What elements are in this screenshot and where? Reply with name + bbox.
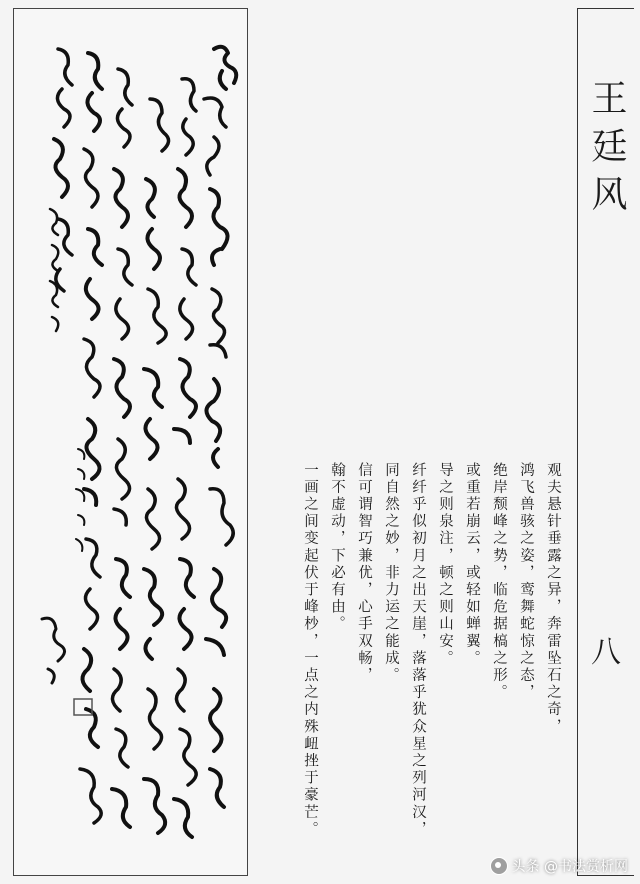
transcription-column: 观夫悬针垂露之异，奔雷坠石之奇， [545, 462, 561, 736]
transcription-column: 同自然之妙，非力运之能成。 [383, 462, 399, 685]
transcription-text [256, 462, 566, 862]
transcription-column: 或重若崩云，或轻如蝉翼。 [464, 462, 480, 668]
transcription-column: 导之则泉注，顿之则山安。 [437, 462, 453, 668]
watermark-text: 头条 @书法赏析网 [511, 859, 628, 875]
transcription-column: 纤纤乎似初月之出天崖，落落乎犹众星之列河汉， [410, 462, 426, 839]
transcription-column: 一画之间变起伏于峰杪，一点之内殊衄挫于豪芒。 [302, 462, 318, 839]
transcription-column: 鸿飞兽骇之姿，鸾舞蛇惊之态， [518, 462, 534, 702]
transcription-column: 绝岸颓峰之势，临危据槁之形。 [491, 462, 507, 702]
page-title: 王廷风 [586, 79, 627, 223]
transcription-column: 信可谓智巧兼优，心手双畅， [356, 462, 372, 685]
toutiao-logo-icon [490, 857, 508, 875]
calligraphy-artwork [14, 9, 247, 875]
watermark [490, 856, 628, 876]
transcription-column: 翰不虚动，下必有由。 [329, 462, 345, 633]
page-number: 八 [591, 635, 621, 670]
title-panel [577, 8, 634, 876]
calligraphy-panel [13, 8, 248, 876]
